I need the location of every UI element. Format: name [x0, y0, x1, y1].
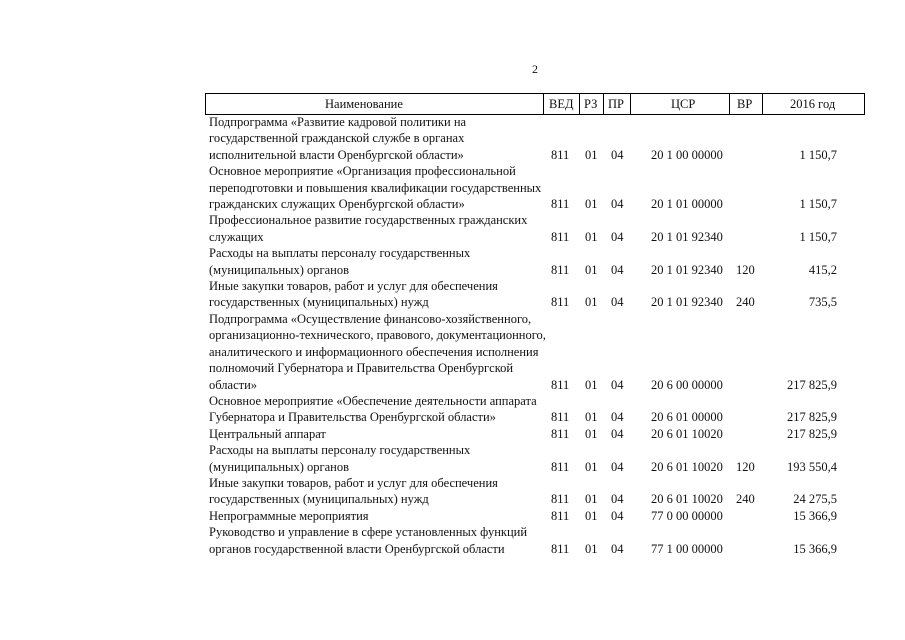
row-csr: 20 6 00 00000	[651, 377, 723, 392]
header-pr: ПР	[608, 97, 624, 111]
row-ved: 811	[551, 295, 570, 310]
header-divider	[603, 94, 604, 114]
row-name: Основное мероприятие «Организация профессиональной переподготовки и повышения квалификации государственных гражданских служащих Оренбургской области»	[209, 164, 542, 212]
row-csr: 77 0 00 00000	[651, 508, 723, 523]
row-ved: 811	[551, 459, 570, 474]
row-ved: 811	[551, 377, 570, 392]
row-vr: 120	[736, 262, 755, 277]
page-number: 2	[532, 62, 538, 76]
table-row	[205, 508, 865, 524]
row-vr: 240	[736, 492, 755, 507]
row-pr: 04	[611, 197, 624, 212]
row-ved: 811	[551, 147, 570, 162]
row-vr: 120	[736, 459, 755, 474]
row-ved: 811	[551, 262, 570, 277]
row-sum: 15 366,9	[793, 508, 837, 523]
table-row	[205, 524, 865, 557]
row-csr: 20 6 01 10020	[651, 492, 723, 507]
row-vr: 240	[736, 295, 755, 310]
row-rz: 01	[585, 459, 598, 474]
row-sum: 1 150,7	[799, 197, 837, 212]
row-name: Подпрограмма «Осуществление финансово-хозяйственного, организационно-технического, правового, документационного, аналитического и информационного обеспечения исполнения полномочий Губернатора и Правительства Оренбургской области»	[209, 311, 546, 392]
row-rz: 01	[585, 508, 598, 523]
row-csr: 20 6 01 10020	[651, 426, 723, 441]
row-name: Основное мероприятие «Обеспечение деятельности аппарата Губернатора и Правительства Оренбургской области»	[209, 393, 537, 425]
table-row	[205, 311, 865, 393]
row-sum: 735,5	[808, 295, 837, 310]
budget-table-body	[205, 114, 865, 557]
table-header	[205, 93, 865, 115]
row-ved: 811	[551, 426, 570, 441]
row-sum: 415,2	[808, 262, 837, 277]
row-csr: 77 1 00 00000	[651, 541, 723, 556]
row-csr: 20 6 01 00000	[651, 410, 723, 425]
table-row	[205, 114, 865, 163]
table-row	[205, 245, 865, 278]
row-name: Иные закупки товаров, работ и услуг для обеспечения государственных (муниципальных) нужд	[209, 475, 498, 507]
row-pr: 04	[611, 541, 624, 556]
row-rz: 01	[585, 229, 598, 244]
header-year: 2016 год	[790, 97, 836, 111]
row-pr: 04	[611, 295, 624, 310]
row-pr: 04	[611, 229, 624, 244]
row-rz: 01	[585, 541, 598, 556]
row-pr: 04	[611, 459, 624, 474]
row-csr: 20 1 01 92340	[651, 229, 723, 244]
table-row	[205, 426, 865, 442]
table-row	[205, 278, 865, 311]
header-divider	[543, 94, 544, 114]
row-ved: 811	[551, 508, 570, 523]
row-rz: 01	[585, 410, 598, 425]
table-row	[205, 163, 865, 212]
row-pr: 04	[611, 262, 624, 277]
row-pr: 04	[611, 410, 624, 425]
row-rz: 01	[585, 147, 598, 162]
row-ved: 811	[551, 197, 570, 212]
table-row	[205, 475, 865, 508]
row-sum: 217 825,9	[787, 426, 837, 441]
row-sum: 1 150,7	[799, 147, 837, 162]
row-csr: 20 6 01 10020	[651, 459, 723, 474]
row-sum: 1 150,7	[799, 229, 837, 244]
row-name: Подпрограмма «Развитие кадровой политики на государственной гражданской службе в органах исполнительной власти Оренбургской области»	[209, 115, 467, 162]
header-ved: ВЕД	[549, 97, 574, 111]
header-divider	[579, 94, 580, 114]
row-sum: 15 366,9	[793, 541, 837, 556]
row-name: Иные закупки товаров, работ и услуг для обеспечения государственных (муниципальных) нужд	[209, 279, 498, 310]
header-divider	[864, 94, 865, 114]
header-divider	[205, 94, 206, 114]
header-csr: ЦСР	[671, 97, 696, 111]
table-row	[205, 212, 865, 245]
row-sum: 24 275,5	[793, 492, 837, 507]
header-divider	[630, 94, 631, 114]
row-csr: 20 1 01 00000	[651, 197, 723, 212]
row-name: Непрограммные мероприятия	[209, 508, 369, 523]
header-divider	[729, 94, 730, 114]
row-name: Расходы на выплаты персоналу государственных (муниципальных) органов	[209, 443, 471, 474]
header-vr: ВР	[737, 97, 753, 111]
row-rz: 01	[585, 492, 598, 507]
row-rz: 01	[585, 426, 598, 441]
row-ved: 811	[551, 410, 570, 425]
row-ved: 811	[551, 492, 570, 507]
row-name: Профессиональное развитие государственных гражданских служащих	[209, 213, 528, 244]
row-pr: 04	[611, 492, 624, 507]
row-ved: 811	[551, 541, 570, 556]
row-name: Руководство и управление в сфере установленных функций органов государственной власти Оренбургской области	[209, 525, 528, 556]
row-pr: 04	[611, 147, 624, 162]
header-name: Наименование	[325, 97, 403, 111]
row-ved: 811	[551, 229, 570, 244]
table-row	[205, 393, 865, 426]
row-sum: 217 825,9	[787, 377, 837, 392]
row-pr: 04	[611, 508, 624, 523]
row-rz: 01	[585, 377, 598, 392]
header-rz: РЗ	[584, 97, 598, 111]
row-pr: 04	[611, 426, 624, 441]
row-csr: 20 1 01 92340	[651, 262, 723, 277]
row-csr: 20 1 01 92340	[651, 295, 723, 310]
table-row	[205, 442, 865, 475]
row-sum: 217 825,9	[787, 410, 837, 425]
row-csr: 20 1 00 00000	[651, 147, 723, 162]
row-rz: 01	[585, 197, 598, 212]
header-divider	[762, 94, 763, 114]
row-rz: 01	[585, 295, 598, 310]
row-rz: 01	[585, 262, 598, 277]
row-name: Расходы на выплаты персоналу государственных (муниципальных) органов	[209, 246, 471, 277]
row-pr: 04	[611, 377, 624, 392]
row-sum: 193 550,4	[787, 459, 837, 474]
row-name: Центральный аппарат	[209, 426, 326, 441]
